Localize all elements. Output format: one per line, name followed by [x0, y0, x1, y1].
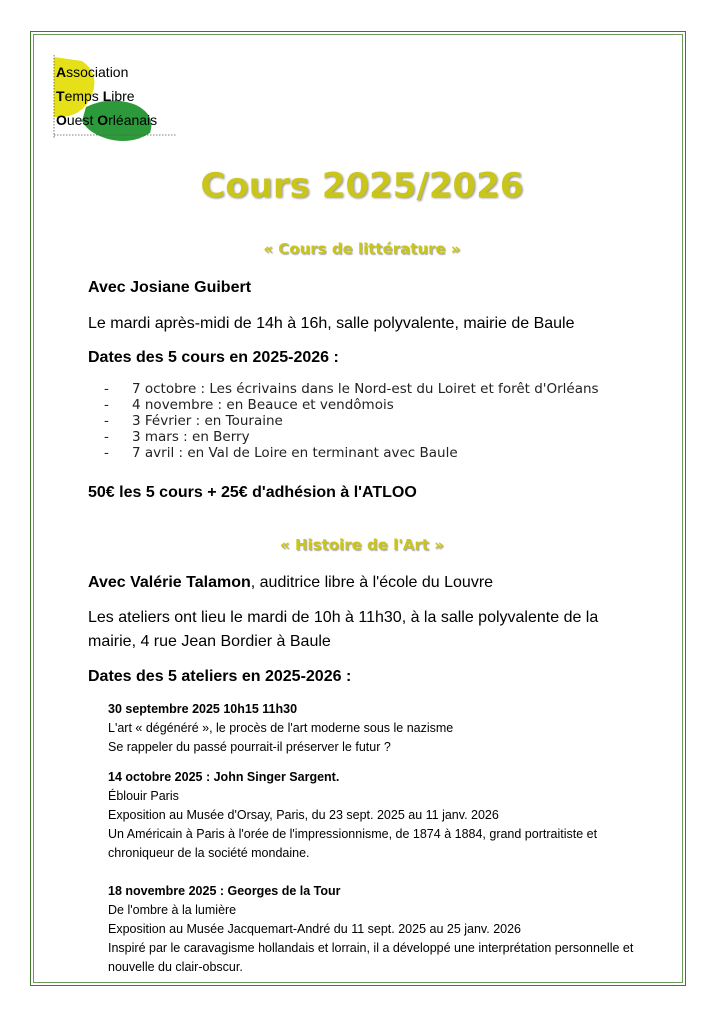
literature-teacher: Avec Josiane Guibert	[88, 279, 252, 296]
event-line: nouvelle du clair-obscur.	[108, 960, 243, 974]
event-line: Exposition au Musée Jacquemart-André du 11 sept. 2025 au 25 janv. 2026	[108, 922, 522, 936]
list-item: - 7 octobre : Les écrivains dans le Nord-est du Loiret et forêt d'Orléans	[104, 381, 599, 397]
event-heading: 14 octobre 2025 : John Singer Sargent.	[108, 770, 340, 784]
art-schedule-line-2: mairie, 4 rue Jean Bordier à Baule	[88, 633, 331, 650]
art-event-2	[108, 768, 688, 863]
logo-line-1: Association	[56, 64, 129, 80]
event-line: Un Américain à Paris à l'orée de l'impressionnisme, de 1874 à 1884, grand portraitiste et	[108, 827, 598, 841]
art-schedule-line-1: Les ateliers ont lieu le mardi de 10h à 11h30, à la salle polyvalente de la	[88, 609, 599, 626]
literature-price: 50€ les 5 cours + 25€ d'adhésion à l'ATLOO	[88, 484, 417, 501]
event-line: Exposition au Musée d'Orsay, Paris, du 23 sept. 2025 au 11 janv. 2026	[108, 808, 499, 822]
event-line: chroniqueur de la société mondaine.	[108, 846, 310, 860]
event-line: De l'ombre à la lumière	[108, 903, 237, 917]
list-item: - 4 novembre : en Beauce et vendômois	[104, 397, 394, 413]
literature-dates-list	[104, 381, 599, 461]
literature-heading: « Cours de littérature »	[263, 240, 461, 258]
event-line: Se rappeler du passé pourrait-il préserver le futur ?	[108, 740, 391, 754]
art-event-1	[108, 700, 688, 757]
association-logo	[52, 55, 182, 145]
literature-dates-title: Dates des 5 cours en 2025-2026 :	[88, 349, 339, 366]
logo-line-3: Ouest Orléanais	[56, 112, 158, 128]
list-item: - 3 mars : en Berry	[104, 429, 250, 445]
event-heading: 30 septembre 2025 10h15 11h30	[108, 702, 298, 716]
event-line: Éblouir Paris	[108, 789, 179, 803]
list-item: - 3 Février : en Touraine	[104, 413, 283, 429]
logo-line-2: Temps Libre	[56, 88, 135, 104]
event-line: L'art « dégénéré », le procès de l'art moderne sous le nazisme	[108, 721, 454, 735]
art-teacher-name: Avec Valérie Talamon	[88, 574, 251, 591]
art-heading: « Histoire de l'Art »	[280, 536, 444, 554]
event-heading: 18 novembre 2025 : Georges de la Tour	[108, 884, 341, 898]
art-teacher	[88, 572, 493, 594]
literature-schedule: Le mardi après-midi de 14h à 16h, salle polyvalente, mairie de Baule	[88, 315, 575, 332]
art-teacher-desc: , auditrice libre à l'école du Louvre	[250, 574, 494, 591]
art-event-3	[108, 882, 688, 977]
list-item: - 7 avril : en Val de Loire en terminant avec Baule	[104, 445, 458, 461]
event-line: Inspiré par le caravagisme hollandais et lorrain, il a développé une interprétation personnelle et	[108, 941, 634, 955]
art-dates-title: Dates des 5 ateliers en 2025-2026 :	[88, 668, 352, 685]
page-title: Cours 2025/2026	[200, 166, 524, 206]
